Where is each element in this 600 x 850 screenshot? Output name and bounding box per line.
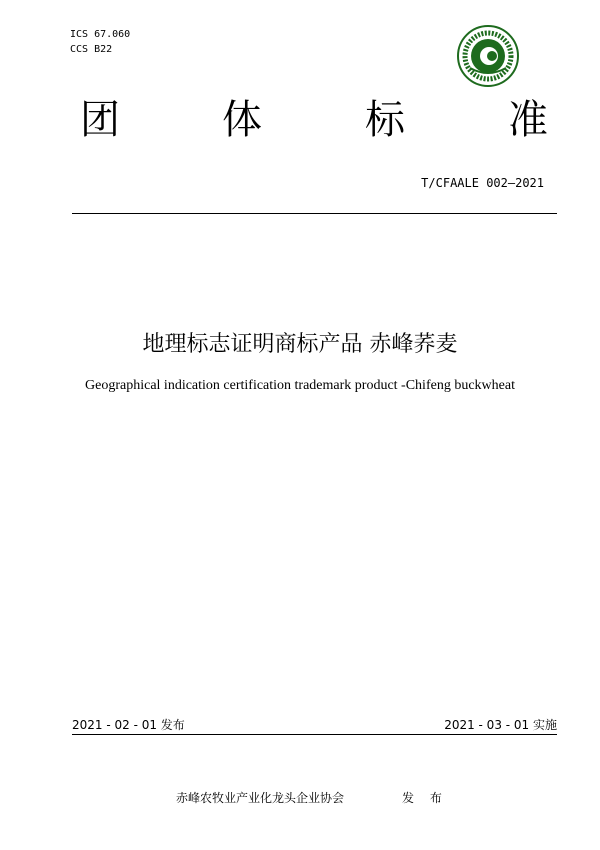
issue-label: 发 布 (402, 791, 448, 805)
standard-type-char: 标 (365, 97, 405, 143)
document-title-english: Geographical indication certification trademark product -Chifeng buckwheat (85, 378, 515, 393)
association-seal-icon (456, 24, 520, 88)
divider (72, 734, 557, 735)
issuer-name: 赤峰农牧业产业化龙头企业协会 (176, 791, 345, 805)
standard-type-char: 体 (222, 97, 262, 143)
ccs-code: CCS B22 (70, 44, 113, 55)
ics-code: ICS 67.060 (70, 29, 131, 40)
implement-date: 2021 - 03 - 01 实施 (444, 718, 557, 732)
standard-type-char: 准 (508, 97, 548, 143)
divider (72, 213, 557, 214)
standard-number: T/CFAALE 002—2021 (421, 176, 544, 190)
standard-type-char: 团 (80, 97, 120, 143)
document-title-chinese: 地理标志证明商标产品 赤峰荞麦 (142, 332, 458, 357)
publish-date: 2021 - 02 - 01 发布 (72, 718, 185, 732)
